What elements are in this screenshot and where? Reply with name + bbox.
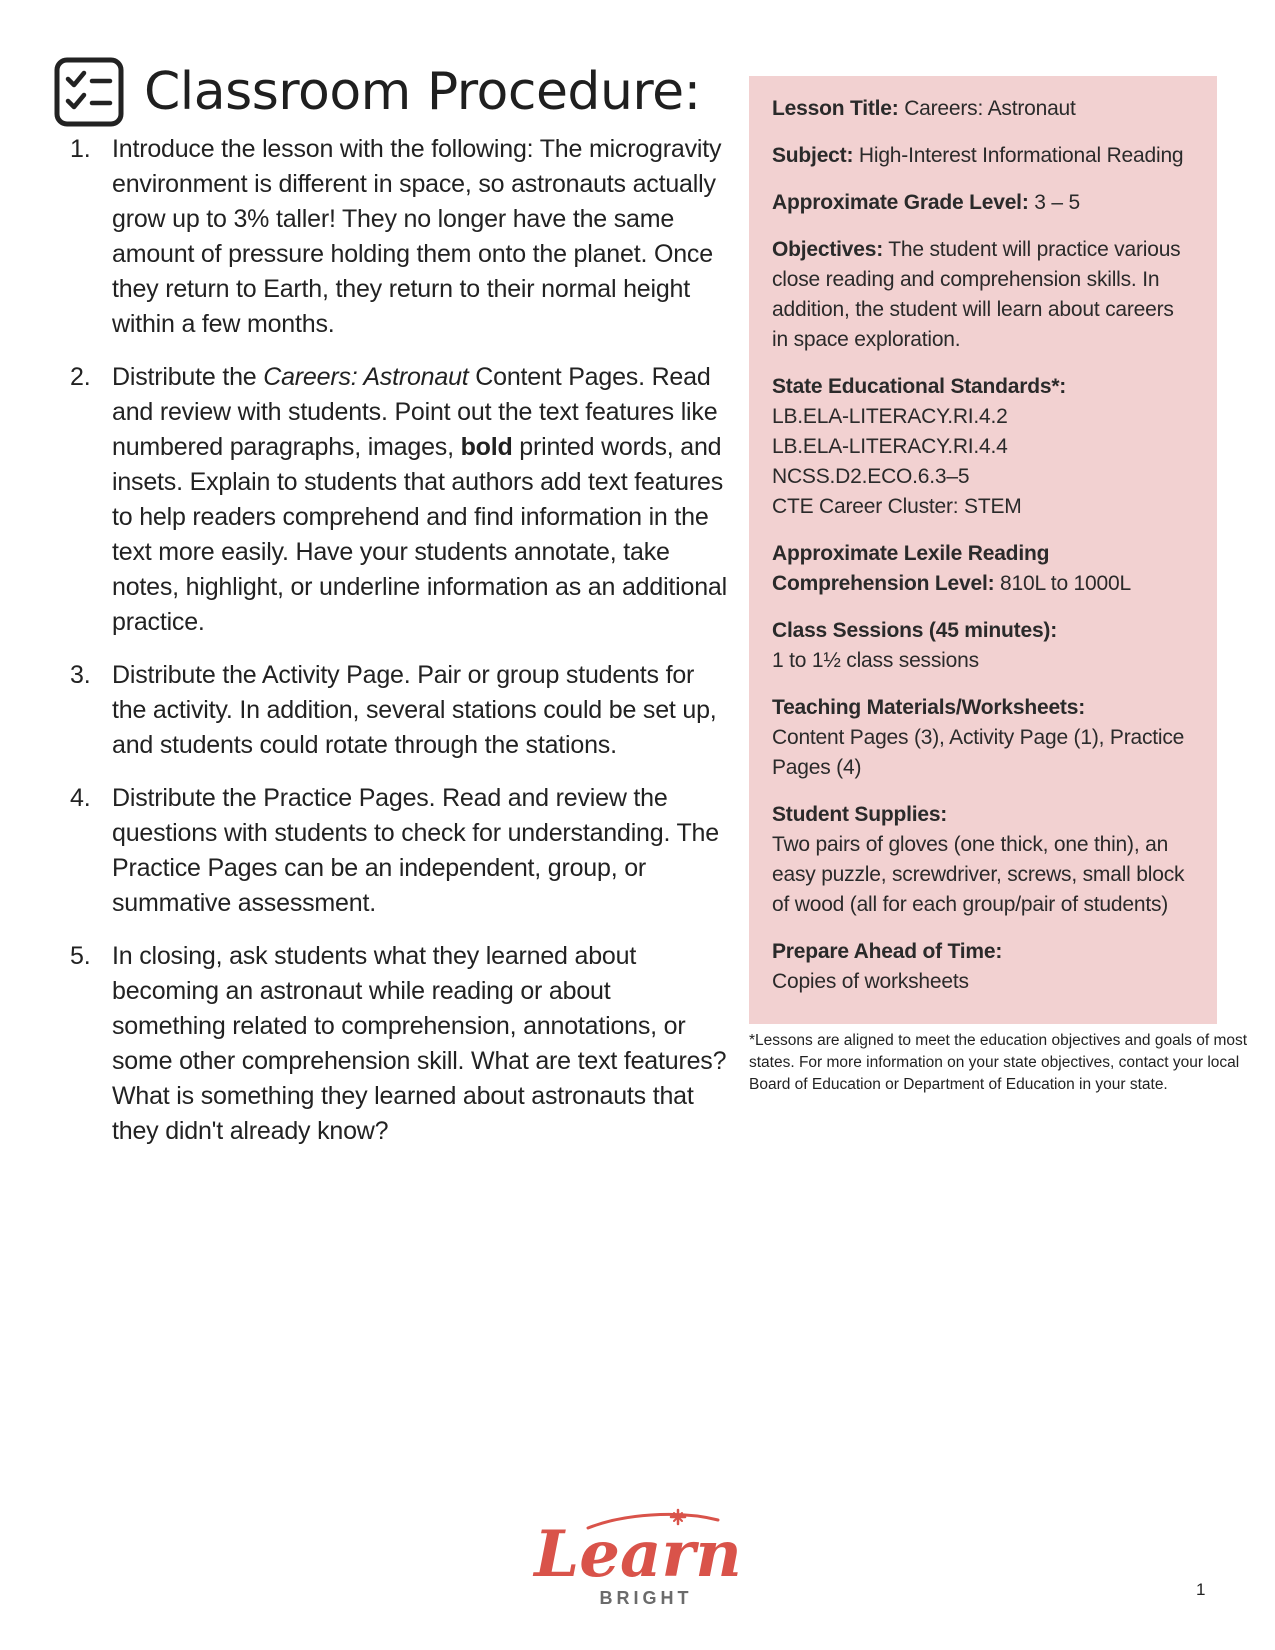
info-label: Teaching Materials/Worksheets: [772, 696, 1085, 719]
step-text [112, 939, 730, 1149]
step-text-part: Distribute the Activity Page. Pair or group students for the activity. In addition, several stations could be set up, and students could rotate through the stations. [112, 661, 717, 759]
procedure-step [70, 939, 730, 1149]
student-supplies [772, 800, 1195, 920]
info-value: Two pairs of gloves (one thick, one thin), an easy puzzle, screwdriver, screws, small block of wood (all for each group/pair of students) [772, 833, 1185, 916]
info-value: 3 – 5 [1034, 191, 1080, 214]
standards-footnote: *Lessons are aligned to meet the education objectives and goals of most states. For more information on your state objectives, contact your local Board of Education or Department of Education in your state. [749, 1032, 1248, 1093]
step-number: 3. [70, 661, 91, 689]
grade-level [772, 188, 1195, 218]
learn-bright-logo [528, 1500, 748, 1610]
procedure-step [70, 132, 730, 342]
step-number: 4. [70, 784, 91, 812]
step-text-part: bold [460, 433, 513, 461]
step-text-part: In closing, ask students what they learned about becoming an astronaut while reading or about something related to comprehension, annotations, or some other comprehension skill. What are text features? What is something they learned about astronauts that they didn't already know? [112, 942, 727, 1145]
subject [772, 141, 1195, 171]
step-text-part: printed words, and insets. Explain to students that authors add text features to help readers comprehend and find information in the text more easily. Have your students annotate, take notes, highlight, or underline information as an additional practice. [112, 433, 727, 636]
info-label: Subject: [772, 144, 854, 167]
info-label: Student Supplies: [772, 803, 948, 826]
procedure-step [70, 360, 730, 640]
info-label: Lesson Title: [772, 97, 899, 120]
standard-item: LB.ELA-LITERACY.RI.4.4 [772, 435, 1008, 458]
checklist-icon [54, 57, 124, 127]
procedure-list [70, 132, 730, 1167]
info-label: Approximate Grade Level: [772, 191, 1029, 214]
objectives [772, 235, 1195, 355]
info-label: State Educational Standards*: [772, 375, 1067, 398]
step-text-part: Distribute the [112, 363, 264, 391]
info-label: Prepare Ahead of Time: [772, 940, 1003, 963]
info-value: High-Interest Informational Reading [858, 144, 1184, 167]
logo-subword: BRIGHT [599, 1588, 693, 1608]
step-text-part: Careers: Astronaut [263, 363, 469, 391]
step-text-part: Introduce the lesson with the following: The microgravity environment is different in space, so astronauts actually grow up to 3% taller! They no longer have the same amount of pressure holding them onto the planet. Once they return to Earth, they return to their normal height within a few months. [112, 135, 722, 338]
step-number: 5. [70, 942, 91, 970]
page-number: 1 [1196, 1580, 1206, 1599]
lesson-title [772, 94, 1195, 124]
lesson-info-panel [749, 76, 1217, 1024]
info-label: Class Sessions (45 minutes): [772, 619, 1058, 642]
procedure-step [70, 658, 730, 763]
step-text [112, 658, 730, 763]
info-label: Approximate Lexile Reading Comprehension Level: [772, 542, 1050, 595]
step-text [112, 132, 730, 342]
step-text-part: Content Pages. Read and review with students. Point out the text features like numbered paragraphs, images, [112, 363, 718, 461]
info-value: The student will practice various close reading and comprehension skills. In addition, the student will learn about careers in space exploration. [772, 238, 1181, 351]
info-value: Copies of worksheets [772, 970, 969, 993]
info-value: 810L to 1000L [1000, 572, 1131, 595]
step-number: 1. [70, 135, 91, 163]
step-text [112, 781, 730, 921]
standard-item: LB.ELA-LITERACY.RI.4.2 [772, 405, 1008, 428]
page-header [54, 52, 701, 132]
logo-word: Learn [534, 1517, 742, 1592]
page-title: Classroom Procedure: [144, 62, 701, 122]
step-number: 2. [70, 363, 91, 391]
standards [772, 372, 1195, 522]
info-label: Objectives: [772, 238, 884, 261]
prepare-ahead [772, 937, 1195, 997]
procedure-step [70, 781, 730, 921]
teaching-materials [772, 693, 1195, 783]
standard-item: CTE Career Cluster: STEM [772, 495, 1022, 518]
step-text-part: Distribute the Practice Pages. Read and review the questions with students to check for understanding. The Practice Pages can be an independent, group, or summative assessment. [112, 784, 719, 917]
class-sessions [772, 616, 1195, 676]
lexile-level [772, 539, 1195, 599]
standard-item: NCSS.D2.ECO.6.3–5 [772, 465, 970, 488]
info-value: Content Pages (3), Activity Page (1), Practice Pages (4) [772, 726, 1185, 779]
info-value: 1 to 1½ class sessions [772, 649, 979, 672]
step-text [112, 360, 730, 640]
info-value: Careers: Astronaut [904, 97, 1076, 120]
